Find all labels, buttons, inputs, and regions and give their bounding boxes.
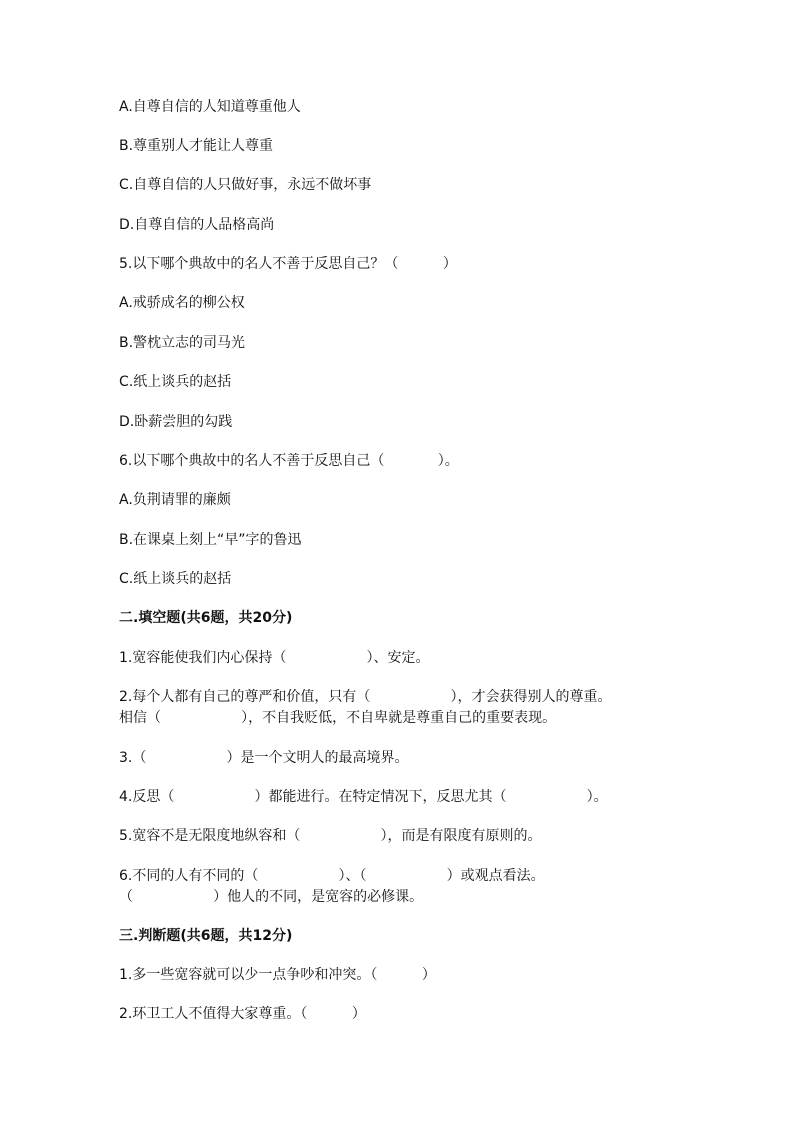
section3-heading: 三.判断题(共6题，共12分) — [119, 928, 293, 944]
fill-blank-6-line2: （ ）他人的不同，是宽容的必修课。 — [119, 889, 424, 905]
fill-blank-5: 5.宽容不是无限度地纵容和（ ），而是有限度有原则的。 — [119, 828, 542, 844]
q5-option-c: C.纸上谈兵的赵括 — [119, 374, 232, 390]
judge-2: 2.环卫工人不值得大家尊重。（ ） — [119, 1006, 366, 1022]
judge-1: 1.多一些宽容就可以少一点争吵和冲突。（ ） — [119, 967, 436, 983]
q4-option-c: C.自尊自信的人只做好事，永远不做坏事 — [119, 177, 372, 193]
fill-blank-4: 4.反思（ ）都能进行。在特定情况下，反思尤其（ ）。 — [119, 789, 608, 805]
q6-stem: 6.以下哪个典故中的名人不善于反思自己（ ）。 — [119, 453, 459, 469]
fill-blank-6-line1: 6.不同的人有不同的（ ）、（ ）或观点看法。 — [119, 868, 545, 884]
q6-option-c: C.纸上谈兵的赵括 — [119, 571, 232, 587]
q4-option-a: A.自尊自信的人知道尊重他人 — [119, 99, 301, 115]
fill-blank-3: 3.（ ）是一个文明人的最高境界。 — [119, 750, 409, 766]
q5-option-a: A.戒骄成名的柳公权 — [119, 295, 245, 311]
fill-blank-2-line1: 2.每个人都有自己的尊严和价值，只有（ ），才会获得别人的尊重。 — [119, 689, 612, 705]
q4-option-d: D.自尊自信的人品格高尚 — [119, 217, 275, 233]
q5-option-b: B.警枕立志的司马光 — [119, 335, 246, 351]
section2-heading: 二.填空题(共6题，共20分) — [119, 610, 293, 626]
fill-blank-2-line2: 相信（ ），不自我贬低，不自卑就是尊重自己的重要表现。 — [119, 710, 557, 726]
q5-option-d: D.卧薪尝胆的勾践 — [119, 414, 233, 430]
q5-stem: 5.以下哪个典故中的名人不善于反思自己？（ ） — [119, 256, 457, 272]
q4-option-b: B.尊重别人才能让人尊重 — [119, 138, 274, 154]
q6-option-a: A.负荆请罪的廉颇 — [119, 492, 231, 508]
fill-blank-1: 1.宽容能使我们内心保持（ ）、安定。 — [119, 650, 430, 666]
q6-option-b: B.在课桌上刻上“早”字的鲁迅 — [119, 532, 302, 548]
